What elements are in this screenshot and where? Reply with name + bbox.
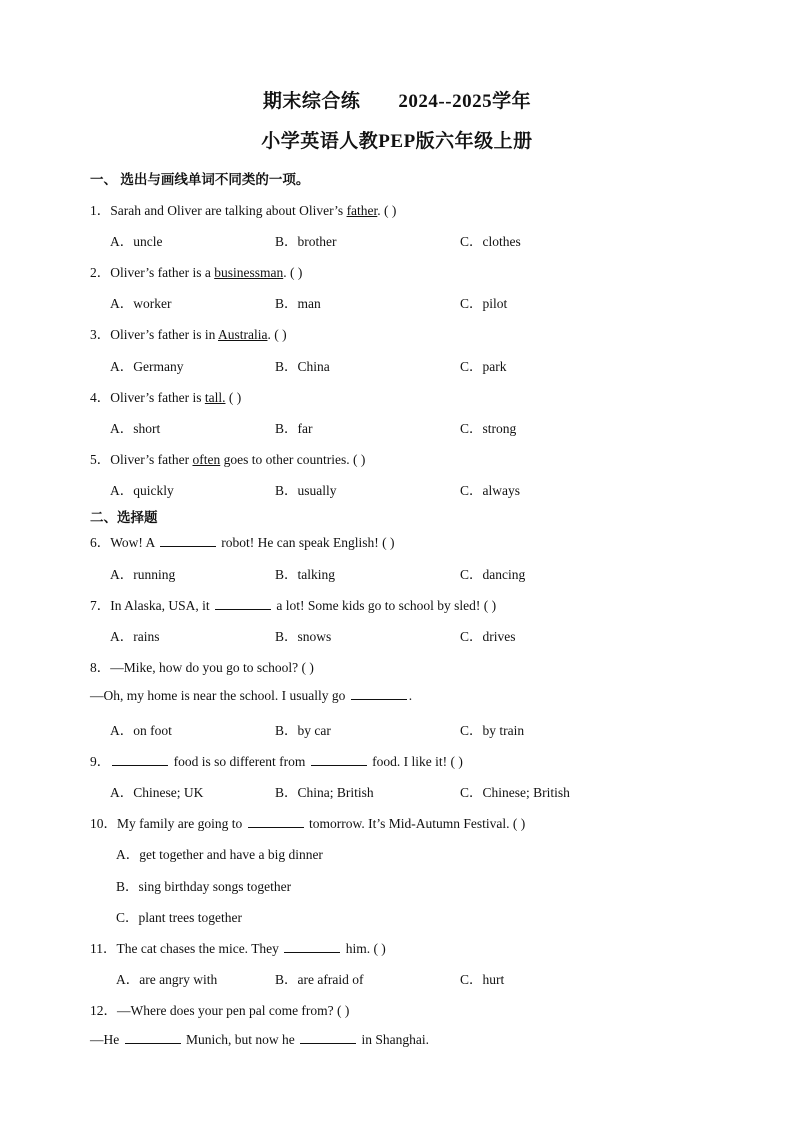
q10-option-c[interactable]: C．plant trees together xyxy=(116,910,242,925)
q9-option-b[interactable]: B．China; British xyxy=(275,785,374,800)
question-12-response: —He Munich, but now he in Shanghai. xyxy=(90,1032,429,1047)
q3-option-c[interactable]: C．park xyxy=(460,359,507,374)
q6-option-a[interactable]: A．running xyxy=(110,567,176,582)
question-3: 3．Oliver’s father is in Australia. ( ) xyxy=(90,327,287,342)
q4-option-b[interactable]: B．far xyxy=(275,421,313,436)
q2-option-a[interactable]: A．worker xyxy=(110,296,172,311)
section-heading-2: 二、选择题 xyxy=(90,510,158,525)
q1-option-b[interactable]: B．brother xyxy=(275,234,337,249)
q1-option-c[interactable]: C．clothes xyxy=(460,234,521,249)
q2-option-c[interactable]: C．pilot xyxy=(460,296,508,311)
q4-option-a[interactable]: A．short xyxy=(110,421,161,436)
q11-option-b[interactable]: B．are afraid of xyxy=(275,972,364,987)
q1-option-a[interactable]: A．uncle xyxy=(110,234,163,249)
q11-option-c[interactable]: C．hurt xyxy=(460,972,505,987)
page-subtitle: 小学英语人教PEP版六年级上册 xyxy=(261,131,533,152)
underlined-word: businessman xyxy=(214,265,284,280)
underlined-word: Australia xyxy=(217,327,268,342)
answer-blank xyxy=(284,940,340,953)
underlined-word: often xyxy=(192,452,221,467)
question-12: 12．—Where does your pen pal come from? ( ) xyxy=(90,1003,350,1018)
title-right: 2024--2025学年 xyxy=(398,91,532,112)
answer-blank xyxy=(351,687,407,700)
question-5: 5．Oliver’s father often goes to other countries. ( ) xyxy=(90,452,366,467)
answer-blank xyxy=(160,534,216,547)
q7-option-c[interactable]: C．drives xyxy=(460,629,516,644)
q2-option-b[interactable]: B．man xyxy=(275,296,321,311)
q6-option-c[interactable]: C．dancing xyxy=(460,567,526,582)
q8-option-a[interactable]: A．on foot xyxy=(110,723,172,738)
title-left: 期末综合练 xyxy=(262,91,361,112)
q9-option-a[interactable]: A．Chinese; UK xyxy=(110,785,204,800)
answer-blank xyxy=(215,597,271,610)
q3-option-b[interactable]: B．China xyxy=(275,359,330,374)
question-8: 8．—Mike, how do you go to school? ( ) xyxy=(90,660,314,675)
answer-blank xyxy=(248,815,304,828)
q10-option-b[interactable]: B．sing birthday songs together xyxy=(116,879,292,894)
q6-option-b[interactable]: B．talking xyxy=(275,567,335,582)
q9-option-c[interactable]: C．Chinese; British xyxy=(460,785,570,800)
question-6: 6．Wow! A robot! He can speak English! ( ) xyxy=(90,535,395,550)
question-8-response: —Oh, my home is near the school. I usually go . xyxy=(90,688,413,703)
answer-blank xyxy=(112,753,168,766)
q3-option-a[interactable]: A．Germany xyxy=(110,359,184,374)
question-11: 11．The cat chases the mice. They him. ( ) xyxy=(90,941,386,956)
q5-option-c[interactable]: C．always xyxy=(460,483,520,498)
underlined-word: father xyxy=(346,203,378,218)
q11-option-a[interactable]: A．are angry with xyxy=(116,972,218,987)
q5-option-b[interactable]: B．usually xyxy=(275,483,337,498)
answer-blank xyxy=(125,1031,181,1044)
question-4: 4．Oliver’s father is tall. ( ) xyxy=(90,390,242,405)
q10-option-a[interactable]: A．get together and have a big dinner xyxy=(116,847,323,862)
question-1: 1．Sarah and Oliver are talking about Oliver’s father. ( ) xyxy=(90,203,397,218)
q8-option-c[interactable]: C．by train xyxy=(460,723,525,738)
question-2: 2．Oliver’s father is a businessman. ( ) xyxy=(90,265,303,280)
q7-option-b[interactable]: B．snows xyxy=(275,629,332,644)
answer-blank xyxy=(311,753,367,766)
q7-option-a[interactable]: A．rains xyxy=(110,629,160,644)
q4-option-c[interactable]: C．strong xyxy=(460,421,517,436)
question-9: 9． food is so different from food. I like it! ( ) xyxy=(90,754,463,769)
q5-option-a[interactable]: A．quickly xyxy=(110,483,174,498)
section-heading-1: 一、 选出与画线单词不同类的一项。 xyxy=(90,172,310,187)
page-title xyxy=(0,86,794,113)
underlined-word: tall. xyxy=(204,390,226,405)
question-7: 7．In Alaska, USA, it a lot! Some kids go to school by sled! ( ) xyxy=(90,598,497,613)
answer-blank xyxy=(300,1031,356,1044)
question-10: 10．My family are going to tomorrow. It’s Mid-Autumn Festival. ( ) xyxy=(90,816,526,831)
q8-option-b[interactable]: B．by car xyxy=(275,723,331,738)
